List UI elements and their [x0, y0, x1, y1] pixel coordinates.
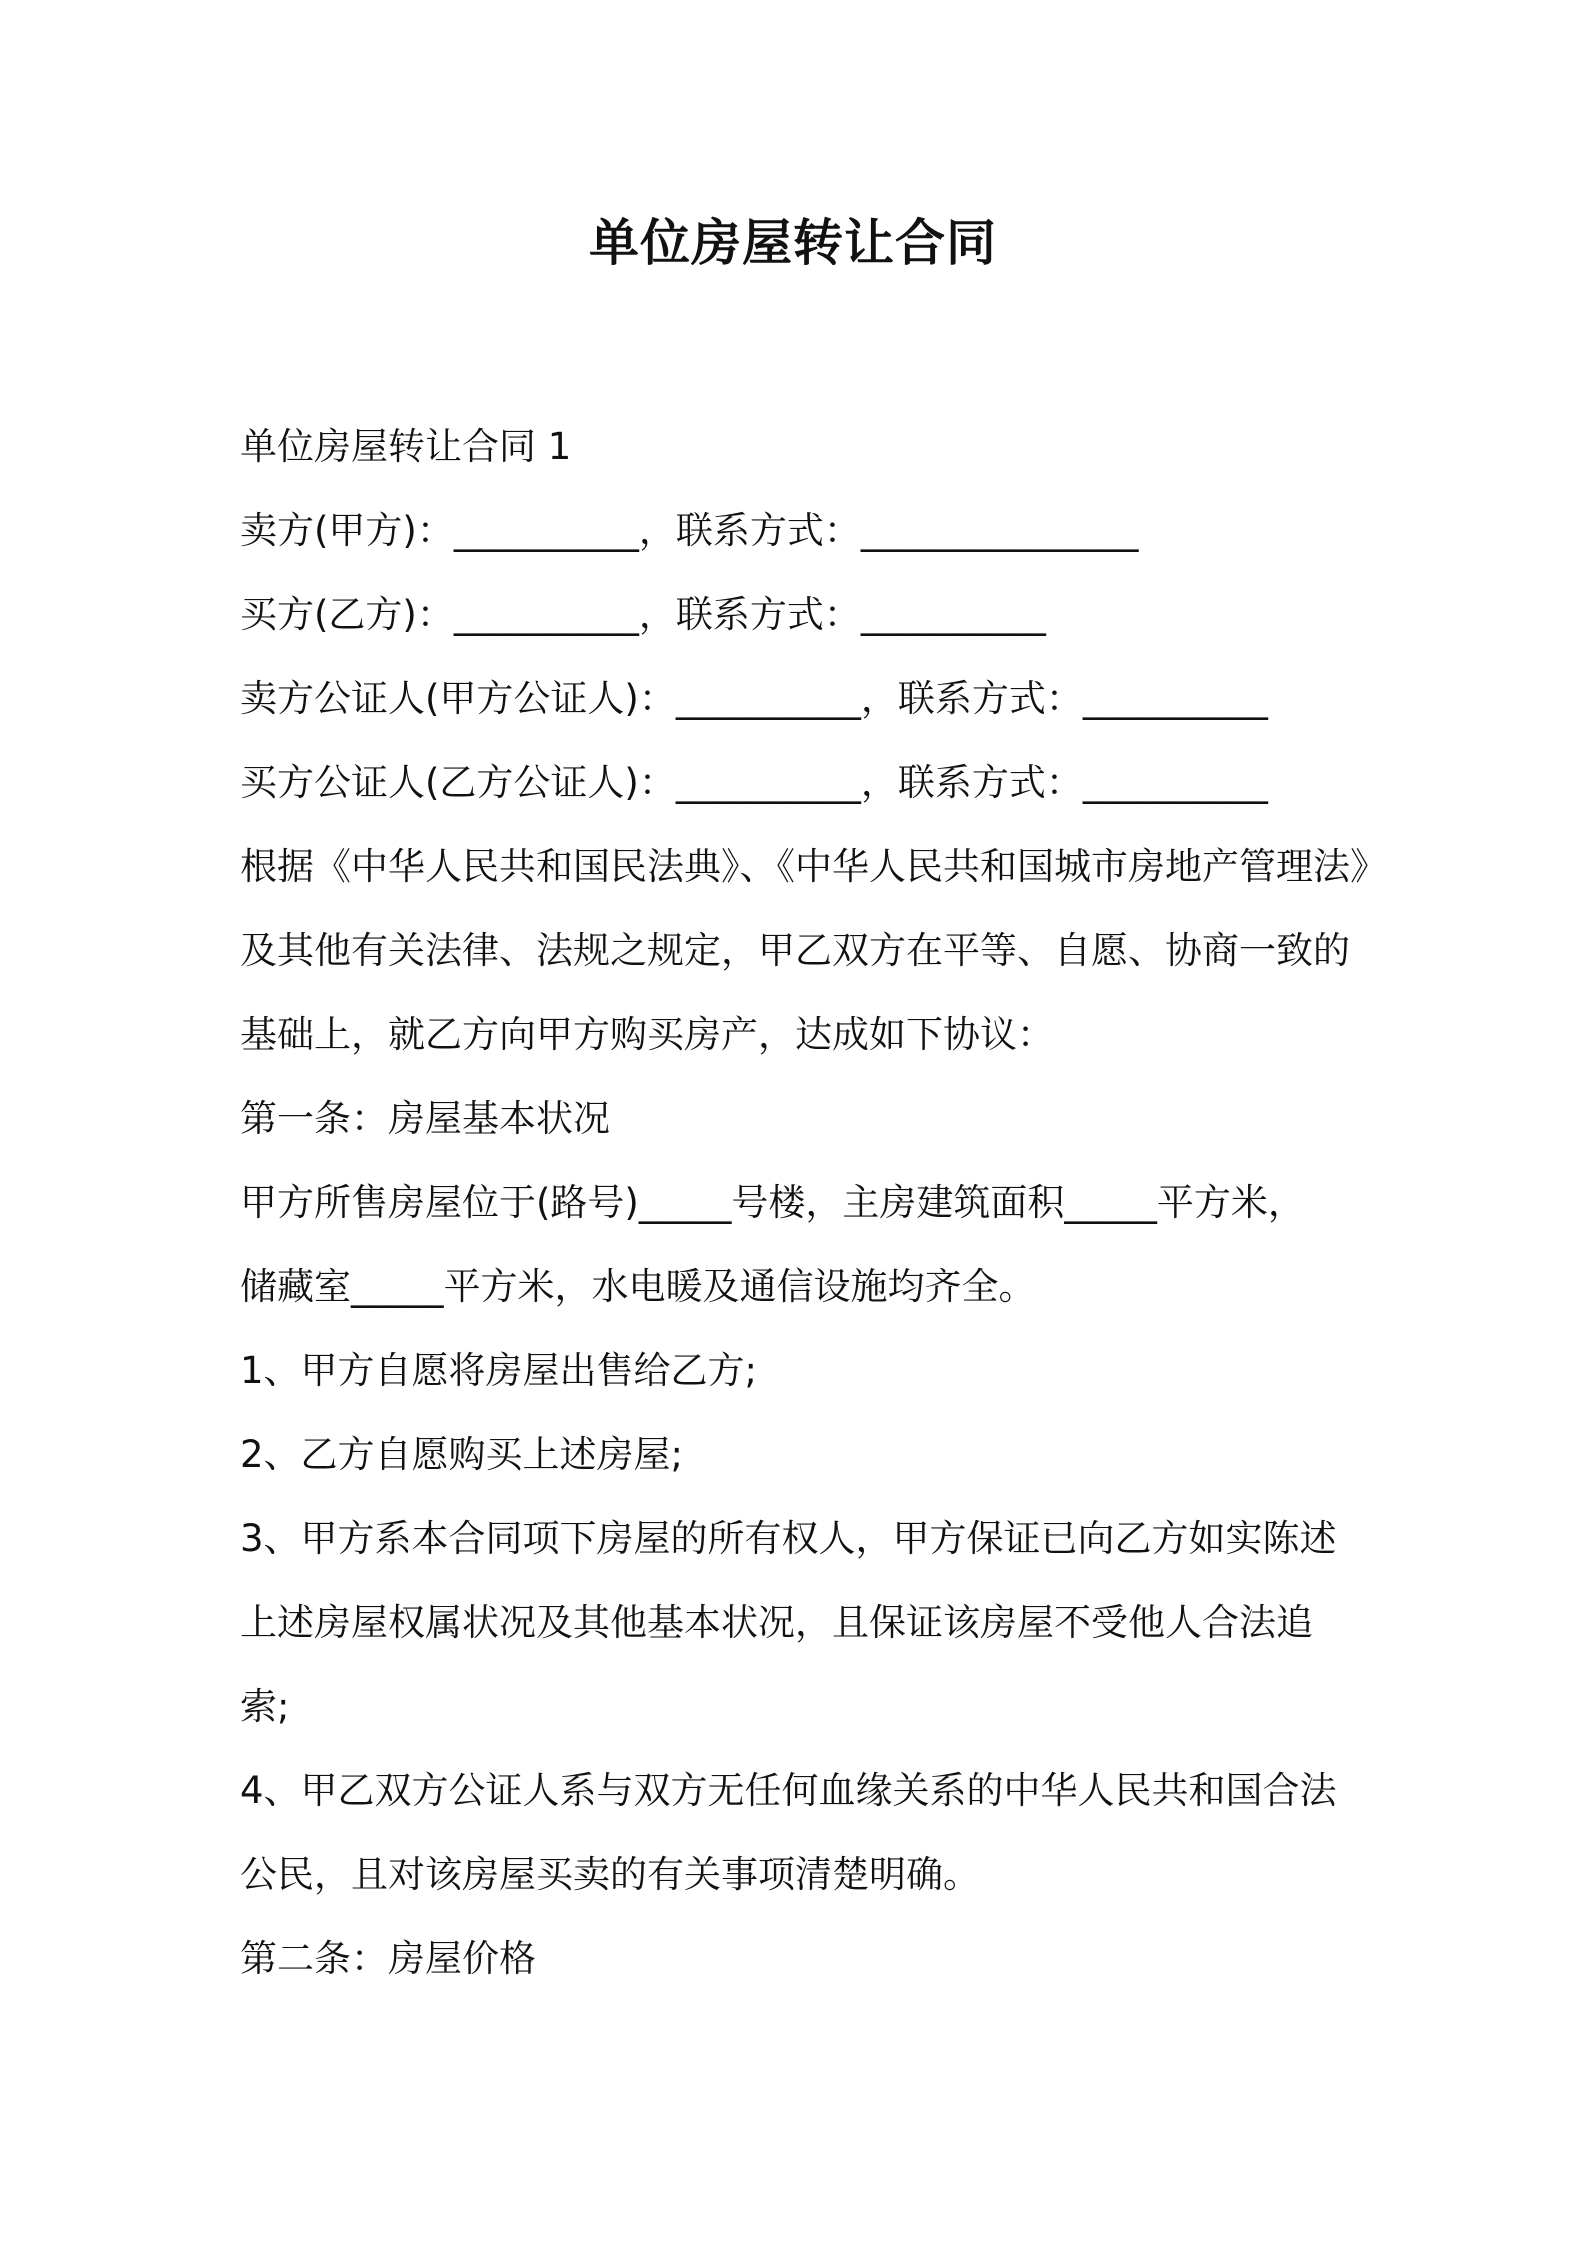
article-1-heading: 第一条：房屋基本状况	[240, 1097, 610, 1140]
seller-party-line: 卖方(甲方)：__________，联系方式：_______________	[240, 509, 1139, 552]
contract-subtitle: 单位房屋转让合同 1	[240, 425, 572, 468]
clause-3-line-3: 索;	[240, 1685, 290, 1728]
clause-4-line-2: 公民，且对该房屋买卖的有关事项清楚明确。	[240, 1853, 980, 1896]
preamble-line-1: 根据《中华人民共和国民法典》、《中华人民共和国城市房地产管理法》	[240, 845, 1387, 888]
clause-2: 2、乙方自愿购买上述房屋;	[240, 1433, 684, 1476]
preamble-line-3: 基础上，就乙方向甲方购买房产，达成如下协议：	[240, 1013, 1054, 1056]
clause-1: 1、甲方自愿将房屋出售给乙方;	[240, 1349, 758, 1392]
buyer-party-line: 买方(乙方)：__________，联系方式：__________	[240, 593, 1046, 636]
property-location-line-1: 甲方所售房屋位于(路号)_____号楼，主房建筑面积_____平方米，	[240, 1181, 1305, 1224]
clause-3-line-1: 3、甲方系本合同项下房屋的所有权人，甲方保证已向乙方如实陈述	[240, 1517, 1337, 1560]
property-location-line-2: 储藏室_____平方米，水电暖及通信设施均齐全。	[240, 1265, 1036, 1308]
article-2-heading: 第二条：房屋价格	[240, 1937, 536, 1980]
seller-notary-line: 卖方公证人(甲方公证人)：__________，联系方式：__________	[240, 677, 1268, 720]
clause-4-line-1: 4、甲乙双方公证人系与双方无任何血缘关系的中华人民共和国合法	[240, 1769, 1337, 1812]
buyer-notary-line: 买方公证人(乙方公证人)：__________，联系方式：__________	[240, 761, 1268, 804]
document-title: 单位房屋转让合同	[589, 214, 997, 272]
preamble-line-2: 及其他有关法律、法规之规定，甲乙双方在平等、自愿、协商一致的	[240, 929, 1350, 972]
document-body	[240, 405, 1387, 2001]
clause-3-line-2: 上述房屋权属状况及其他基本状况，且保证该房屋不受他人合法追	[240, 1601, 1313, 1644]
